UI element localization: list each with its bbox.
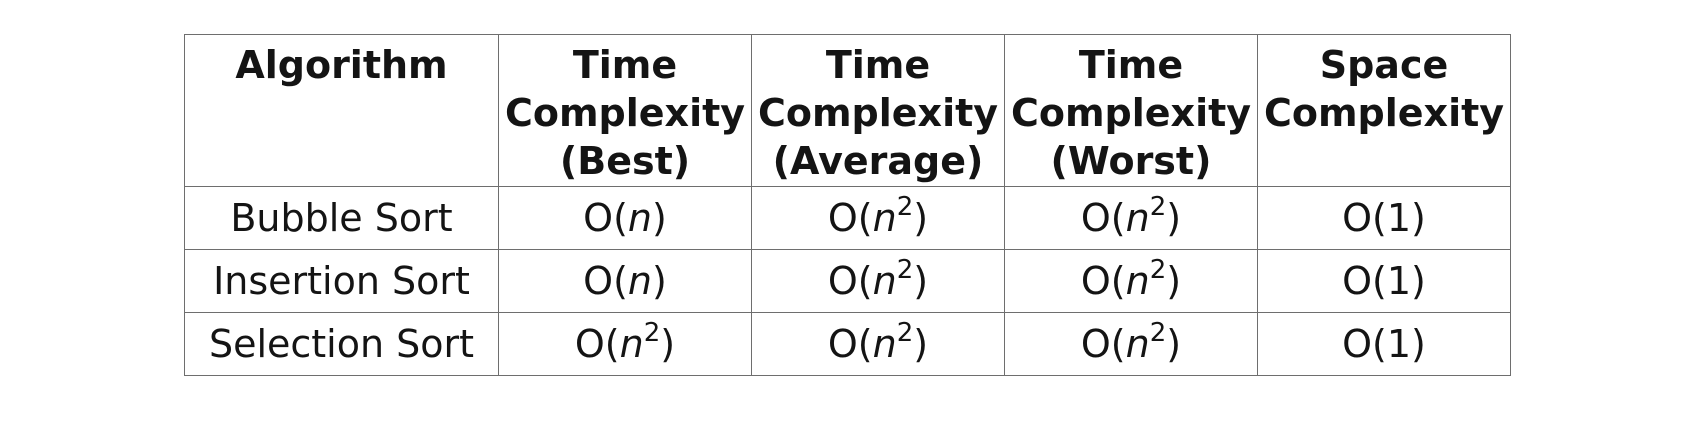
header-row	[185, 35, 1511, 187]
big-o-suffix: )	[660, 322, 676, 366]
big-o-suffix: )	[913, 322, 929, 366]
big-o-suffix: 1)	[1386, 259, 1426, 303]
big-o-prefix: O(	[583, 259, 628, 303]
header-time-worst	[1005, 35, 1258, 187]
big-o-notation	[583, 196, 667, 240]
big-o-notation	[827, 192, 929, 240]
table-row	[185, 250, 1511, 313]
big-o-suffix: )	[1166, 259, 1182, 303]
big-o-variable: n	[627, 259, 652, 303]
big-o-notation	[1342, 322, 1426, 366]
algorithm-cell: Bubble Sort	[185, 187, 499, 250]
algorithm-cell: Selection Sort	[185, 313, 499, 376]
big-o-prefix: O(	[574, 322, 620, 366]
big-o-exponent: 2	[896, 192, 914, 223]
complexity-table	[184, 34, 1511, 376]
big-o-exponent: 2	[896, 318, 914, 349]
big-o-notation	[574, 318, 676, 366]
big-o-exponent: 2	[1149, 255, 1167, 286]
header-algorithm	[185, 35, 499, 187]
big-o-prefix: O(	[1080, 259, 1126, 303]
big-o-exponent: 2	[1149, 318, 1167, 349]
complexity-cell-worst	[1005, 187, 1258, 250]
header-line: Complexity	[1263, 91, 1505, 135]
big-o-exponent: 2	[643, 318, 661, 349]
big-o-prefix: O(	[827, 322, 873, 366]
header-line: Complexity	[1010, 91, 1252, 135]
header-line: (Worst)	[1050, 139, 1212, 183]
big-o-suffix: 1)	[1386, 196, 1426, 240]
header-time-best	[499, 35, 752, 187]
complexity-cell-space	[1258, 313, 1511, 376]
big-o-prefix: O(	[1342, 196, 1387, 240]
big-o-prefix: O(	[827, 259, 873, 303]
complexity-cell-best	[499, 187, 752, 250]
big-o-variable: n	[1125, 259, 1150, 303]
table-row	[185, 187, 1511, 250]
table-row	[185, 313, 1511, 376]
header-time-average	[752, 35, 1005, 187]
big-o-variable: n	[1125, 196, 1150, 240]
complexity-cell-space	[1258, 187, 1511, 250]
big-o-prefix: O(	[583, 196, 628, 240]
big-o-suffix: )	[1166, 322, 1182, 366]
big-o-prefix: O(	[1342, 259, 1387, 303]
big-o-variable: n	[872, 322, 897, 366]
algorithm-cell: Insertion Sort	[185, 250, 499, 313]
header-algorithm-label: Algorithm	[235, 43, 448, 87]
big-o-prefix: O(	[1342, 322, 1387, 366]
big-o-variable: n	[872, 259, 897, 303]
header-line: Time	[572, 43, 678, 87]
big-o-suffix: )	[652, 196, 667, 240]
header-line: (Best)	[559, 139, 691, 183]
complexity-cell-worst	[1005, 313, 1258, 376]
big-o-exponent: 2	[1149, 192, 1167, 223]
big-o-notation	[1080, 192, 1182, 240]
complexity-cell-best	[499, 250, 752, 313]
big-o-suffix: )	[652, 259, 667, 303]
big-o-notation	[1080, 318, 1182, 366]
header-line: Time	[825, 43, 931, 87]
complexity-cell-average	[752, 313, 1005, 376]
complexity-cell-average	[752, 187, 1005, 250]
header-line: Space	[1319, 43, 1449, 87]
big-o-exponent: 2	[896, 255, 914, 286]
big-o-suffix: )	[1166, 196, 1182, 240]
big-o-suffix: )	[913, 196, 929, 240]
complexity-cell-best	[499, 313, 752, 376]
big-o-prefix: O(	[1080, 322, 1126, 366]
header-space	[1258, 35, 1511, 187]
big-o-variable: n	[627, 196, 652, 240]
header-line: Time	[1078, 43, 1184, 87]
table-body	[185, 187, 1511, 376]
big-o-notation	[1342, 259, 1426, 303]
big-o-variable: n	[872, 196, 897, 240]
big-o-notation	[1080, 255, 1182, 303]
big-o-variable: n	[1125, 322, 1150, 366]
big-o-variable: n	[619, 322, 644, 366]
big-o-notation	[827, 255, 929, 303]
big-o-notation	[583, 259, 667, 303]
big-o-notation	[1342, 196, 1426, 240]
header-line: (Average)	[772, 139, 984, 183]
big-o-suffix: )	[913, 259, 929, 303]
header-line: Complexity	[504, 91, 746, 135]
complexity-cell-average	[752, 250, 1005, 313]
complexity-cell-worst	[1005, 250, 1258, 313]
big-o-notation	[827, 318, 929, 366]
big-o-suffix: 1)	[1386, 322, 1426, 366]
big-o-prefix: O(	[827, 196, 873, 240]
complexity-cell-space	[1258, 250, 1511, 313]
header-line: Complexity	[757, 91, 999, 135]
big-o-prefix: O(	[1080, 196, 1126, 240]
